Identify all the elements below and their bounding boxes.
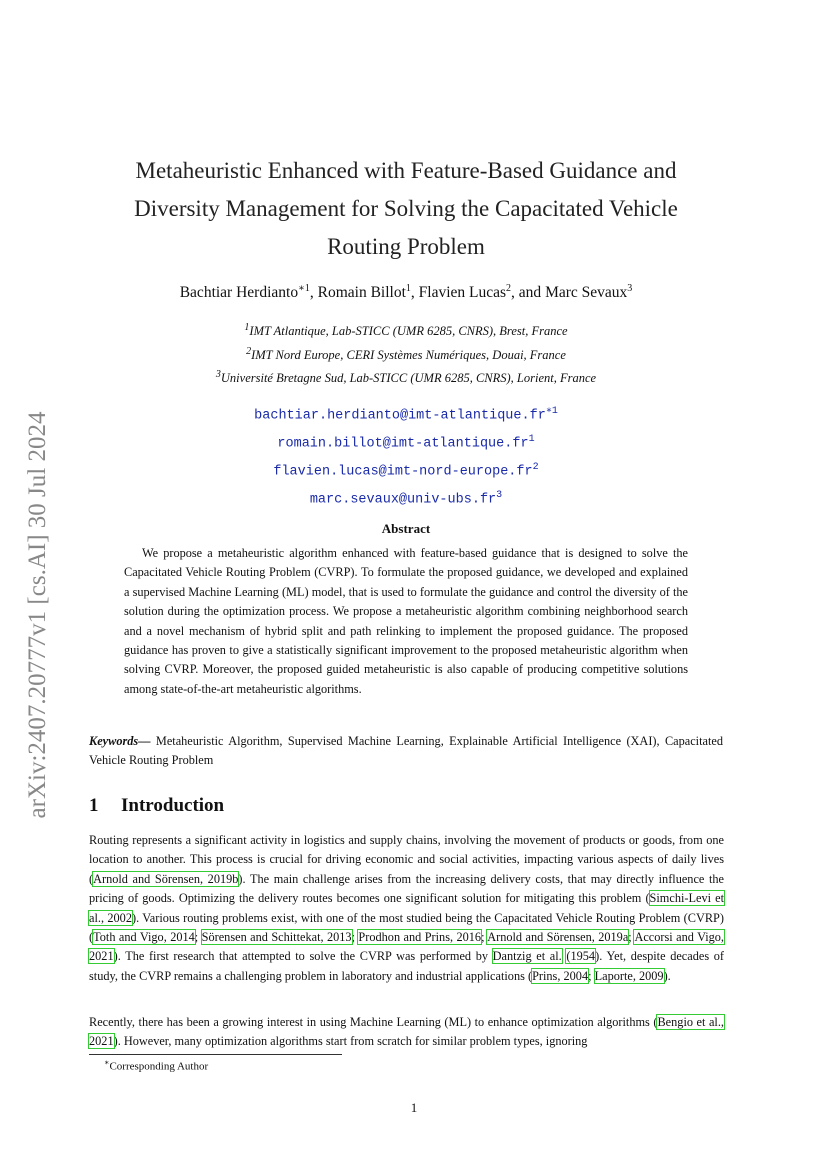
email-link[interactable]: bachtiar.herdianto@imt-atlantique.fr	[254, 408, 546, 424]
citation-link[interactable]: Arnold and Sörensen, 2019b	[93, 871, 239, 886]
affiliation-mark: 1	[244, 322, 250, 333]
email-line	[90, 484, 722, 512]
citation-link[interactable]: Dantzig et al.	[492, 949, 562, 964]
keywords-block	[89, 732, 723, 771]
email-link[interactable]: flavien.lucas@imt-nord-europe.fr	[273, 464, 533, 480]
paragraph-text: ). Various routing problems exist, with one of the most studied being the Capacitated Vehicle Routing Problem (CVRP) (	[89, 910, 724, 945]
affiliation-text: Université Bretagne Sud, Lab-STICC (UMR 6285, CNRS), Lorient, France	[220, 371, 597, 386]
affiliation	[90, 342, 722, 366]
author-mark: 1	[405, 283, 411, 294]
citation-link[interactable]: Simchi-Levi et al., 2002	[89, 891, 725, 925]
author-mark: ∗1	[298, 283, 310, 294]
intro-paragraph: Routing represents a significant activity in logistics and supply chains, involving the movement of products or goods, from one location to another. This process is crucial for driving economic and social activities, impacting various aspects of daily lives (Arnold and Sörensen, 2019b). The main challenge arises from the increasing delivery costs, that may directly influence the pricing of goods. Optimizing the delivery routes becomes one significant solution for mitigating this problem (Simchi-Levi et al., 2002). Various routing problems exist, with one of the most studied being the Capacitated Vehicle Routing Problem (CVRP) (Toth and Vigo, 2014; Sörensen and Schittekat, 2013; Prodhon and Prins, 2016; Arnold and Sörensen, 2019a; Accorsi and Vigo, 2021). The first research that attempted to solve the CVRP was performed by Dantzig et al. (1954). Yet, despite decades of study, the CVRP remains a challenging problem in laboratory and industrial applications (Prins, 2004; Laporte, 2009).	[89, 833, 725, 983]
citation-link[interactable]: Toth and Vigo, 2014	[93, 930, 195, 945]
paragraph-text: Routing represents a significant activity in logistics and supply chains, involving the movement of products or goods, from one location to another. This process is crucial for driving economic and social activities, impacting various aspects of daily lives (	[89, 833, 724, 886]
paper-title	[90, 152, 722, 266]
footnote-mark: ∗	[104, 1058, 110, 1067]
affiliation	[90, 365, 722, 389]
keywords-label: Keywords—	[89, 734, 151, 748]
footnote-rule	[89, 1054, 342, 1055]
email-line	[90, 400, 722, 428]
author-name: Bachtiar Herdianto	[179, 284, 299, 302]
citation-link[interactable]: Accorsi and Vigo, 2021	[89, 930, 725, 964]
citation-link[interactable]: Laporte, 2009	[594, 968, 664, 983]
abstract-text: We propose a metaheuristic algorithm enhanced with feature-based guidance that is designed to solve the Capacitated Vehicle Routing Problem (CVRP). To formulate the proposed guidance, we developed and explained a supervised Machine Learning (ML) model, that is used to formulate the guidance and control the diversity of the solution during the optimization process. We propose a metaheuristic algorithm combining neighborhood search and a novel mechanism of hybrid split and path relinking to implement the proposed guidance. The proposed guidance has proven to give a statistically significant improvement to the proposed metaheuristic algorithm when solving CVRP. Moreover, the proposed guided metaheuristic is also capable of producing competitive solutions among state-of-the-art metaheuristic algorithms.	[124, 546, 688, 696]
paragraph-text: ). The main challenge arises from the increasing delivery costs, that may directly influence the pricing of goods. Optimizing the delivery routes becomes one significant solution for mitigating this problem (	[89, 871, 724, 906]
intro-paragraph	[89, 1013, 724, 1052]
author-name: Marc Sevaux	[545, 284, 628, 302]
author-name: Romain Billot	[317, 284, 406, 302]
title-line: Routing Problem	[327, 234, 485, 259]
author-mark: 3	[627, 283, 633, 294]
affiliation	[90, 318, 722, 342]
author-mark: 2	[506, 283, 512, 294]
email-mark: 3	[496, 490, 503, 501]
citation-link[interactable]: Sörensen and Schittekat, 2013	[201, 930, 352, 945]
page-number: 1	[410, 1100, 418, 1115]
author-separator: ,	[309, 284, 318, 302]
email-mark: 2	[532, 462, 539, 473]
email-line	[90, 428, 722, 456]
title-line: Metaheuristic Enhanced with Feature-Based Guidance and	[135, 158, 677, 183]
author-separator: , and	[511, 284, 546, 302]
email-mark: 1	[528, 434, 535, 445]
section-heading	[89, 795, 224, 817]
paragraph-text: Recently, there has been a growing interest in using Machine Learning (ML) to enhance optimization algorithms (	[89, 1015, 658, 1029]
author-name: Flavien Lucas	[418, 284, 507, 302]
paragraph-text: ). However, many optimization algorithms start from scratch for similar problem types, ignoring	[113, 1034, 588, 1049]
affiliation-list	[90, 318, 722, 389]
citation-link[interactable]: Prins, 2004	[532, 968, 589, 983]
section-number: 1	[89, 795, 99, 816]
arxiv-identifier-stamp	[18, 380, 58, 850]
citation-link[interactable]: Bengio et al., 2021	[89, 1015, 724, 1049]
section-title: Introduction	[121, 795, 225, 816]
author-separator: ,	[410, 284, 419, 302]
email-link[interactable]: marc.sevaux@univ-ubs.fr	[309, 492, 497, 508]
email-list	[90, 400, 722, 512]
affiliation-mark: 3	[215, 369, 221, 381]
arxiv-stamp-text: arXiv:2407.20777v1 [cs.AI] 30 Jul 2024	[24, 411, 51, 819]
author-list	[90, 283, 722, 302]
citation-link[interactable]: (1954	[566, 949, 596, 964]
affiliation-text: IMT Nord Europe, CERI Systèmes Numériques, Douai, France	[251, 347, 566, 362]
footnote	[104, 1058, 208, 1073]
email-mark: ∗1	[545, 406, 558, 417]
affiliation-text: IMT Atlantique, Lab-STICC (UMR 6285, CNRS), Brest, France	[249, 324, 568, 339]
email-link[interactable]: romain.billot@imt-atlantique.fr	[277, 436, 529, 452]
title-line: Diversity Management for Solving the Capacitated Vehicle	[134, 196, 678, 221]
email-line	[90, 456, 722, 484]
abstract-heading: Abstract	[381, 521, 431, 536]
keywords-text: Metaheuristic Algorithm, Supervised Machine Learning, Explainable Artificial Intelligence (XAI), Capacitated Vehicle Routing Problem	[89, 734, 723, 768]
citation-link[interactable]: Arnold and Sörensen, 2019a	[487, 930, 629, 945]
affiliation-mark: 2	[246, 345, 252, 357]
citation-link[interactable]: Prodhon and Prins, 2016	[358, 930, 482, 945]
footnote-text: Corresponding Author	[109, 1060, 209, 1073]
paragraph-text: ). The first research that attempted to solve the CVRP was performed by	[113, 949, 493, 964]
paragraph-text: ). Yet, despite decades of study, the CVRP remains a challenging problem in laboratory and industrial applications (	[89, 949, 724, 983]
paragraph-text: ).	[663, 968, 671, 983]
